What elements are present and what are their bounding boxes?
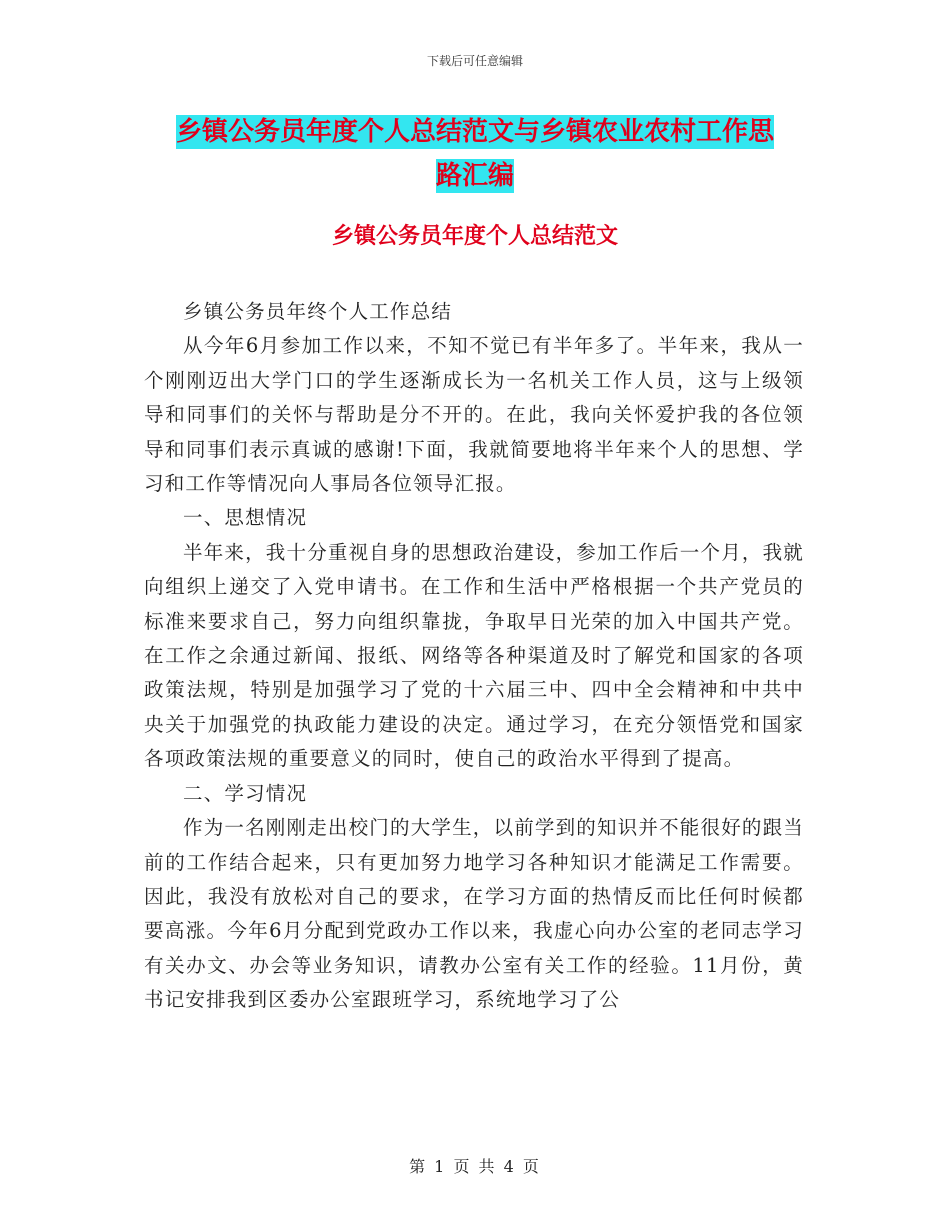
heading-study: 二、学习情况 <box>183 781 308 805</box>
document-body <box>144 295 804 1018</box>
paragraph-subtitle: 乡镇公务员年终个人工作总结 <box>183 300 453 323</box>
heading-thought: 一、思想情况 <box>183 506 308 530</box>
section-title: 乡镇公务员年度个人总结范文 <box>331 224 618 249</box>
header-note: 下载后可任意编辑 <box>426 54 523 68</box>
main-title <box>145 110 805 198</box>
main-title-line-1: 乡镇公务员年度个人总结范文与乡镇农业农村工作思 <box>175 117 774 147</box>
paragraph-thought: 半年来，我十分重视自身的思想政治建设，参加工作后一个月，我就向组织上递交了入党申请书。在工作和生活中严格根据一个共产党员的标准来要求自己，努力向组织靠拢，争取早日光荣的加入中国共产党。在工作之余通过新闻、报纸、网络等各种渠道及时了解党和国家的各项政策法规，特别是加强学习了党的十六届三中、四中全会精神和中共中央关于加强党的执政能力建设的决定。通过学习，在充分领悟党和国家各项政策法规的重要意义的同时，使自己的政治水平得到了提高。 <box>144 540 805 771</box>
paragraph-study: 作为一名刚刚走出校门的大学生，以前学到的知识并不能很好的跟当前的工作结合起来，只有更加努力地学习各种知识才能满足工作需要。因此，我没有放松对自己的要求，在学习方面的热情反而比任何时候都要高涨。今年6月分配到党政办工作以来，我虚心向办公室的老同志学习有关办文、办会等业务知识，请教办公室有关工作的经验。11月份，黄书记安排我到区委办公室跟班学习，系统地学习了公 <box>144 816 805 1012</box>
page-footer: 第 1 页 共 4 页 <box>409 1157 541 1176</box>
main-title-line-2: 路汇编 <box>435 161 514 191</box>
paragraph-intro: 从今年6月参加工作以来，不知不觉已有半年多了。半年来，我从一个刚刚迈出大学门口的学生逐渐成长为一名机关工作人员，这与上级领导和同事们的关怀与帮助是分不开的。在此，我向关怀爱护我的各位领导和同事们表示真诚的感谢!下面，我就简要地将半年来个人的思想、学习和工作等情况向人事局各位领导汇报。 <box>144 334 804 496</box>
